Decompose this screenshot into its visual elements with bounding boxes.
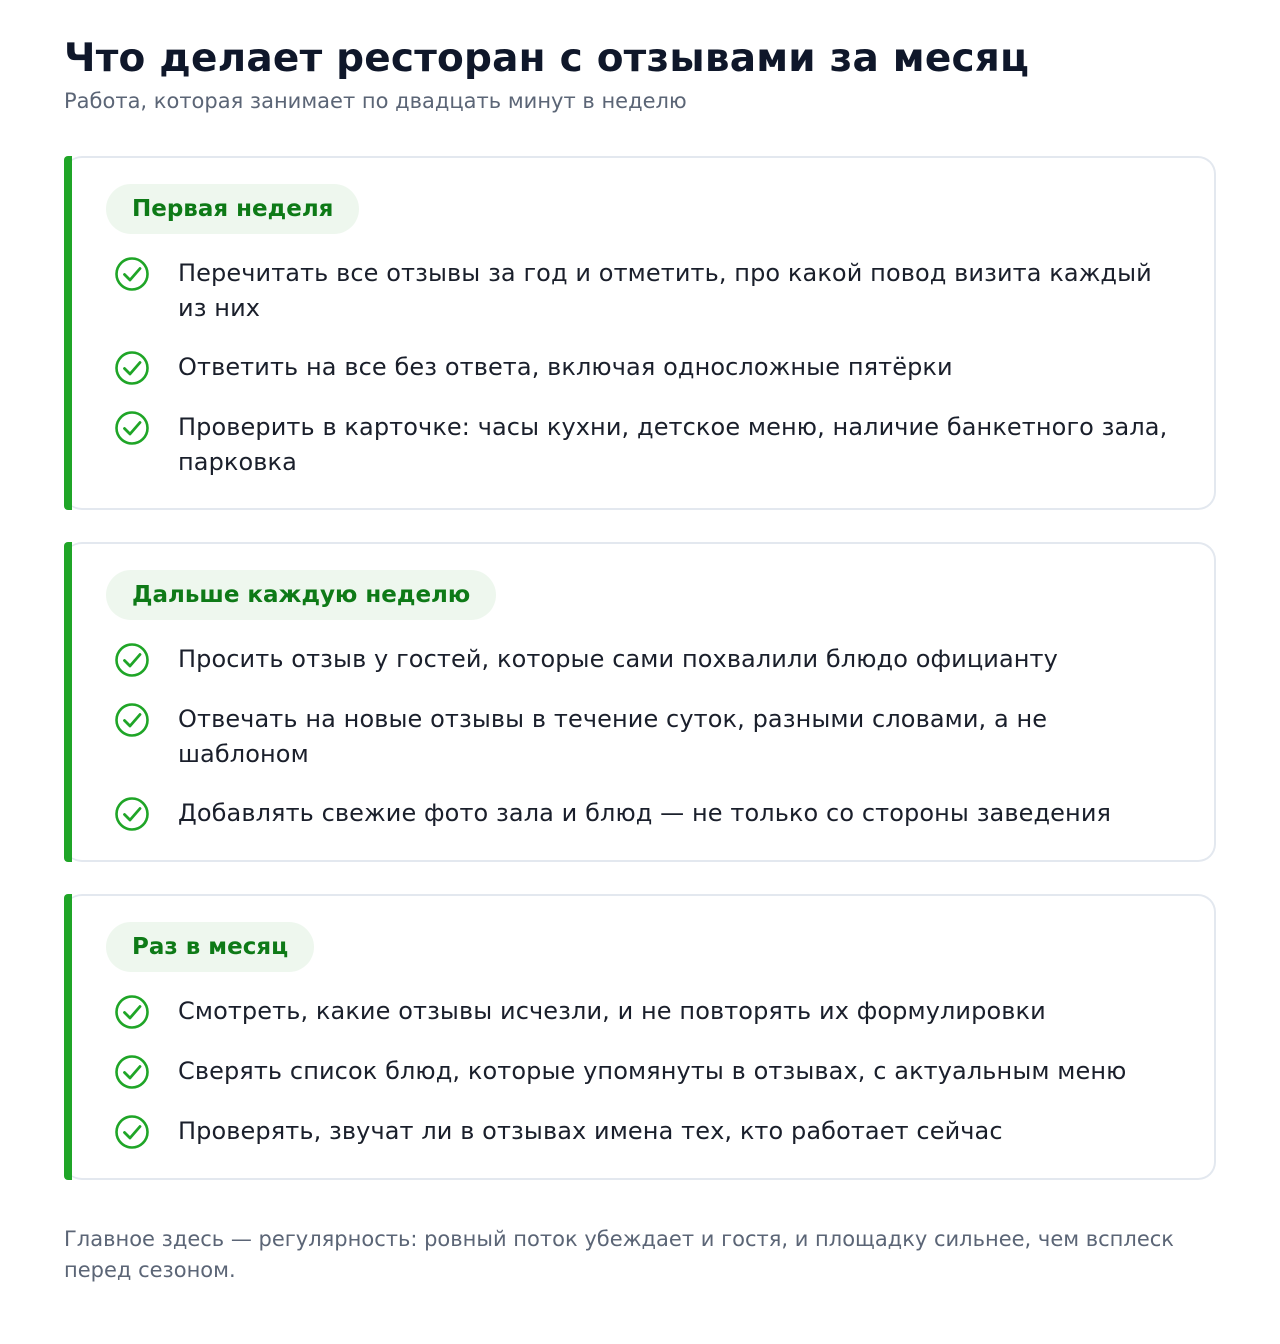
list-item [106, 1114, 1174, 1150]
check-circle-icon [114, 994, 150, 1030]
check-circle-icon [114, 1114, 150, 1150]
page [64, 0, 1216, 1307]
list-item [106, 350, 1174, 386]
item-text: Отвечать на новые отзывы в течение суток, разными словами, а не шаблоном [178, 705, 1048, 768]
check-circle-icon [114, 642, 150, 678]
check-circle-icon [114, 796, 150, 832]
item-text: Добавлять свежие фото зала и блюд — не только со стороны заведения [178, 799, 1112, 827]
checklist [106, 256, 1174, 480]
item-text: Проверить в карточке: часы кухни, детское меню, наличие банкетного зала, парковка [178, 413, 1168, 476]
page-subtitle: Работа, которая занимает по двадцать минут в неделю [64, 89, 687, 113]
item-text: Сверять список блюд, которые упомянуты в отзывах, с актуальным меню [178, 1057, 1127, 1085]
list-item [106, 1054, 1174, 1090]
check-circle-icon [114, 350, 150, 386]
section-card-every-week [64, 542, 1216, 862]
item-text: Ответить на все без ответа, включая односложные пятёрки [178, 353, 953, 381]
check-circle-icon [114, 1054, 150, 1090]
check-circle-icon [114, 702, 150, 738]
section-label: Дальше каждую неделю [106, 570, 496, 620]
list-item [106, 642, 1174, 678]
section-label: Раз в месяц [106, 922, 314, 972]
check-circle-icon [114, 256, 150, 292]
checklist [106, 994, 1174, 1150]
section-label: Первая неделя [106, 184, 359, 234]
item-text: Проверять, звучат ли в отзывах имена тех, кто работает сейчас [178, 1117, 1003, 1145]
checklist [106, 642, 1174, 832]
item-text: Перечитать все отзывы за год и отметить, про какой повод визита каждый из них [178, 259, 1152, 322]
list-item [106, 702, 1174, 772]
list-item [106, 410, 1174, 480]
list-item [106, 796, 1174, 832]
list-item [106, 994, 1174, 1030]
section-card-first-week [64, 156, 1216, 510]
section-card-monthly [64, 894, 1216, 1180]
check-circle-icon [114, 410, 150, 446]
page-title: Что делает ресторан с отзывами за месяц [64, 36, 1030, 81]
item-text: Просить отзыв у гостей, которые сами похвалили блюдо официанту [178, 645, 1058, 673]
list-item [106, 256, 1174, 326]
item-text: Смотреть, какие отзывы исчезли, и не повторять их формулировки [178, 997, 1046, 1025]
footer-note: Главное здесь — регулярность: ровный поток убеждает и гостя, и площадку сильнее, чем всплеск перед сезоном. [64, 1227, 1174, 1282]
